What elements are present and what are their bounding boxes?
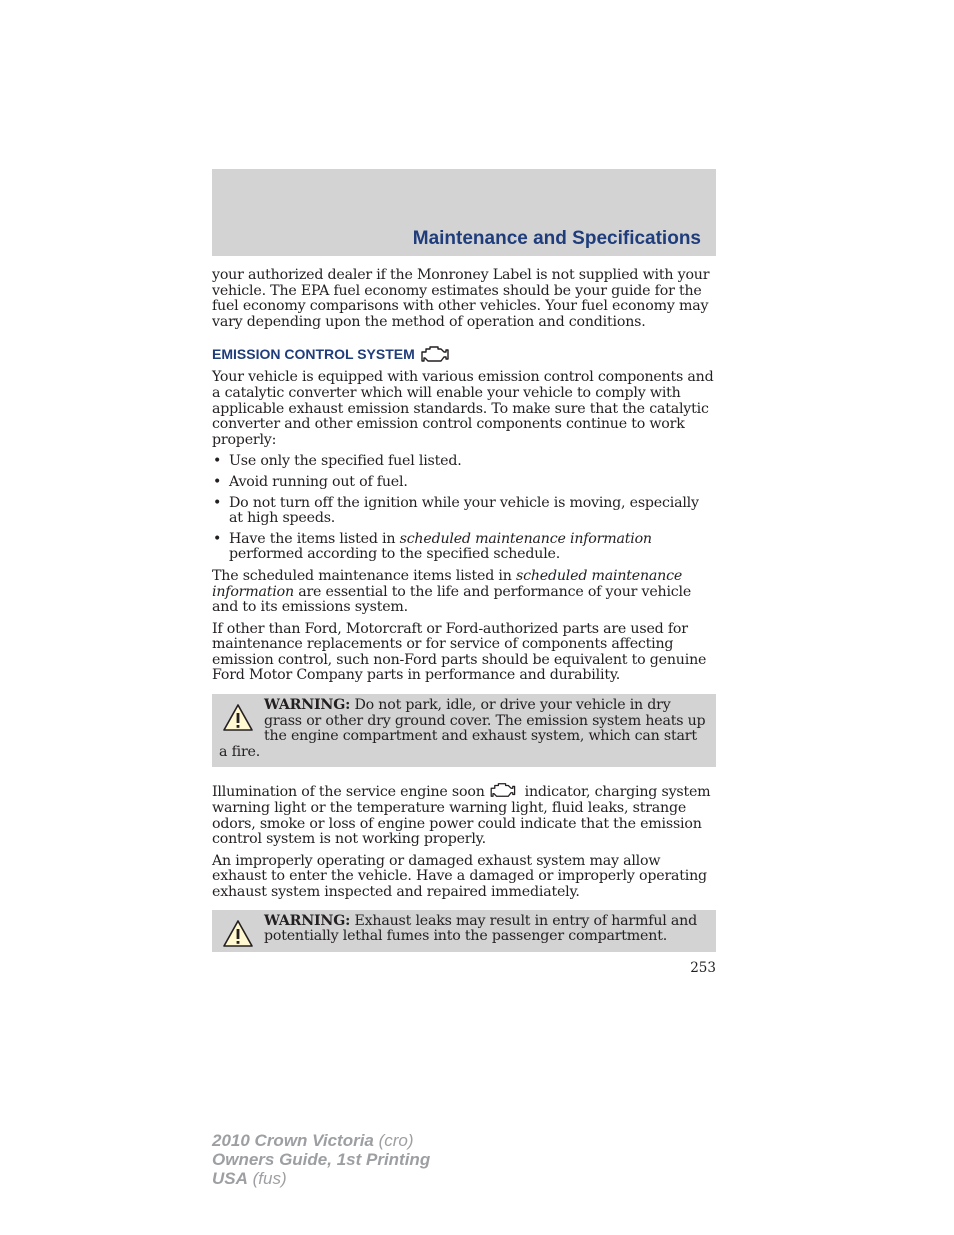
section-header-band (212, 169, 716, 256)
document-footer (212, 1131, 430, 1188)
footer-code: (cro) (373, 1131, 414, 1150)
paragraph-text: indicator, charging system warning light or the temperature warning light, fluid leaks, strange odors, smoke or loss of engine power could indicate that the emission control system is not working properly. (212, 784, 711, 848)
paragraph-text: are essential to the life and performance of your vehicle and to its emissions system. (212, 583, 692, 616)
warning-triangle-icon (222, 703, 254, 733)
footer-model: 2010 Crown Victoria (212, 1131, 374, 1150)
service-engine-paragraph (212, 781, 716, 847)
non-ford-parts-paragraph: If other than Ford, Motorcraft or Ford-authorized parts are used for maintenance replacements or for service of components affecting emission control, such non-Ford parts should be equivalent to genuine Ford Motor Company parts in performance and durability. (212, 620, 707, 684)
emission-intro-paragraph: Your vehicle is equipped with various emission control components and a catalytic converter which will enable your vehicle to comply with applicable exhaust emission standards. To make sure that the catalytic converter and other emission control components continue to work properly: (212, 369, 714, 448)
exhaust-paragraph: An improperly operating or damaged exhaust system may allow exhaust to enter the vehicle. Have a damaged or improperly operating exhaust system inspected and repaired immediately. (212, 852, 707, 900)
warning-box-exhaust (212, 910, 716, 952)
heading-text: EMISSION CONTROL SYSTEM (212, 345, 415, 362)
engine-icon (418, 344, 450, 364)
engine-icon (487, 781, 517, 799)
section-title: Maintenance and Specifications (412, 228, 701, 249)
emission-section-heading (212, 344, 716, 364)
warning-label: WARNING: (264, 912, 351, 929)
maintenance-reference: scheduled maintenance information (399, 530, 652, 547)
footer-market: USA (212, 1169, 248, 1188)
maintenance-bullet-list (212, 454, 716, 563)
footer-line: Owners Guide, 1st Printing (212, 1150, 431, 1169)
warning-label: WARNING: (264, 697, 351, 714)
paragraph-text: The scheduled maintenance items listed in (212, 567, 516, 584)
maintenance-reference: scheduled maintenance information (212, 567, 683, 600)
list-item: • Do not turn off the ignition while your vehicle is moving, especially at high speeds. (212, 496, 716, 527)
scheduled-maintenance-paragraph (212, 569, 716, 616)
bullet-text: performed according to the specified schedule. (229, 546, 561, 563)
list-item: • Use only the specified fuel listed. (212, 454, 716, 470)
warning-triangle-icon (222, 919, 254, 949)
intro-paragraph: your authorized dealer if the Monroney Label is not supplied with your vehicle. The EPA fuel economy estimates should be your guide for the fuel economy comparisons with other vehicles. Your fuel economy may vary depending upon the method of operation and conditions. (212, 267, 710, 330)
page-number: 253 (690, 960, 716, 976)
footer-line (212, 1169, 430, 1188)
footer-code: (fus) (247, 1169, 287, 1188)
paragraph-text: Illumination of the service engine soon (212, 784, 485, 801)
list-item: • Avoid running out of fuel. (212, 475, 716, 491)
page-content (212, 268, 716, 966)
bullet-text: Have the items listed in (229, 530, 400, 547)
footer-line (212, 1131, 430, 1150)
warning-text: Do not park, idle, or drive your vehicle in dry grass or other dry ground cover. The emission system heats up the engine compartment and exhaust system, which can start a fire. (219, 697, 706, 760)
warning-box-fire (212, 694, 716, 767)
list-item (212, 532, 716, 563)
warning-text: Exhaust leaks may result in entry of harmful and potentially lethal fumes into the passenger compartment. (264, 912, 697, 945)
